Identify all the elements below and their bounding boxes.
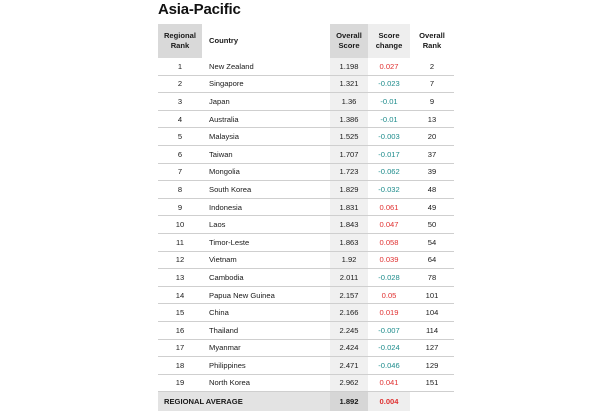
overall-rank-cell: 64 xyxy=(410,251,454,269)
overall-rank-cell: 13 xyxy=(410,110,454,128)
table-body xyxy=(158,58,454,392)
overall-score-cell: 1.829 xyxy=(330,181,368,199)
header-regional-rank-line2: Rank xyxy=(170,41,190,50)
score-change-cell: -0.046 xyxy=(368,357,410,375)
table-row xyxy=(158,321,454,339)
overall-rank-cell: 48 xyxy=(410,181,454,199)
header-regional-rank-line1: Regional xyxy=(163,31,197,40)
regional-rank-cell: 17 xyxy=(158,339,202,357)
table-row xyxy=(158,216,454,234)
score-change-cell: -0.003 xyxy=(368,128,410,146)
overall-score-cell: 2.424 xyxy=(330,339,368,357)
overall-score-cell: 2.962 xyxy=(330,374,368,392)
country-cell: Cambodia xyxy=(202,269,330,287)
regional-rank-cell: 14 xyxy=(158,286,202,304)
regional-average-change: 0.004 xyxy=(368,392,410,411)
country-cell: Taiwan xyxy=(202,145,330,163)
country-cell: Philippines xyxy=(202,357,330,375)
overall-score-cell: 1.843 xyxy=(330,216,368,234)
overall-rank-cell: 20 xyxy=(410,128,454,146)
overall-rank-cell: 104 xyxy=(410,304,454,322)
overall-rank-cell: 129 xyxy=(410,357,454,375)
country-cell: North Korea xyxy=(202,374,330,392)
score-change-cell: 0.041 xyxy=(368,374,410,392)
table-row xyxy=(158,163,454,181)
regional-rank-cell: 10 xyxy=(158,216,202,234)
score-change-cell: 0.047 xyxy=(368,216,410,234)
country-cell: Laos xyxy=(202,216,330,234)
score-change-cell: -0.01 xyxy=(368,93,410,111)
overall-rank-cell: 2 xyxy=(410,58,454,75)
overall-score-cell: 1.321 xyxy=(330,75,368,93)
table-row xyxy=(158,339,454,357)
regional-rank-cell: 15 xyxy=(158,304,202,322)
overall-score-cell: 1.386 xyxy=(330,110,368,128)
country-cell: Japan xyxy=(202,93,330,111)
overall-score-cell: 2.471 xyxy=(330,357,368,375)
overall-rank-cell: 114 xyxy=(410,321,454,339)
overall-score-cell: 2.245 xyxy=(330,321,368,339)
header-overall-score xyxy=(330,24,368,58)
score-change-cell: -0.062 xyxy=(368,163,410,181)
overall-score-cell: 1.198 xyxy=(330,58,368,75)
table-row xyxy=(158,145,454,163)
header-country: Country xyxy=(202,24,330,58)
regional-rank-cell: 5 xyxy=(158,128,202,146)
country-cell: Timor-Leste xyxy=(202,233,330,251)
regional-rank-cell: 12 xyxy=(158,251,202,269)
header-score-change xyxy=(368,24,410,58)
table-row xyxy=(158,128,454,146)
regional-average-label: REGIONAL AVERAGE xyxy=(158,392,330,411)
score-change-cell: -0.028 xyxy=(368,269,410,287)
overall-rank-cell: 151 xyxy=(410,374,454,392)
table-row xyxy=(158,251,454,269)
page-title: Asia-Pacific xyxy=(158,1,241,18)
overall-rank-cell: 54 xyxy=(410,233,454,251)
table-footer xyxy=(158,392,454,411)
overall-score-cell: 1.863 xyxy=(330,233,368,251)
table-header xyxy=(158,24,454,58)
table-row xyxy=(158,181,454,199)
table-row xyxy=(158,58,454,75)
score-change-cell: -0.024 xyxy=(368,339,410,357)
header-overall-rank-line2: Rank xyxy=(422,41,442,50)
overall-score-cell: 1.831 xyxy=(330,198,368,216)
rankings-table xyxy=(158,24,454,411)
score-change-cell: 0.027 xyxy=(368,58,410,75)
overall-score-cell: 2.166 xyxy=(330,304,368,322)
country-cell: Malaysia xyxy=(202,128,330,146)
header-overall-score-line1: Overall xyxy=(336,31,362,40)
country-cell: South Korea xyxy=(202,181,330,199)
regional-rank-cell: 6 xyxy=(158,145,202,163)
table-row xyxy=(158,75,454,93)
table-row xyxy=(158,233,454,251)
score-change-cell: -0.032 xyxy=(368,181,410,199)
score-change-cell: 0.058 xyxy=(368,233,410,251)
overall-rank-cell: 78 xyxy=(410,269,454,287)
overall-score-cell: 2.157 xyxy=(330,286,368,304)
overall-score-cell: 1.36 xyxy=(330,93,368,111)
regional-rank-cell: 18 xyxy=(158,357,202,375)
table-row xyxy=(158,93,454,111)
overall-rank-cell: 9 xyxy=(410,93,454,111)
country-cell: Australia xyxy=(202,110,330,128)
country-cell: Thailand xyxy=(202,321,330,339)
table-row xyxy=(158,357,454,375)
header-overall-rank xyxy=(410,24,454,58)
score-change-cell: 0.019 xyxy=(368,304,410,322)
overall-rank-cell: 49 xyxy=(410,198,454,216)
country-cell: New Zealand xyxy=(202,58,330,75)
overall-rank-cell: 50 xyxy=(410,216,454,234)
overall-score-cell: 1.723 xyxy=(330,163,368,181)
country-cell: China xyxy=(202,304,330,322)
regional-rank-cell: 19 xyxy=(158,374,202,392)
country-cell: Papua New Guinea xyxy=(202,286,330,304)
table-row xyxy=(158,286,454,304)
score-change-cell: -0.007 xyxy=(368,321,410,339)
regional-rank-cell: 3 xyxy=(158,93,202,111)
country-cell: Indonesia xyxy=(202,198,330,216)
table-row xyxy=(158,304,454,322)
overall-score-cell: 2.011 xyxy=(330,269,368,287)
overall-rank-cell: 39 xyxy=(410,163,454,181)
score-change-cell: 0.061 xyxy=(368,198,410,216)
regional-average-blank xyxy=(410,392,454,411)
regional-rank-cell: 8 xyxy=(158,181,202,199)
overall-rank-cell: 7 xyxy=(410,75,454,93)
regional-average-overall: 1.892 xyxy=(330,392,368,411)
score-change-cell: -0.017 xyxy=(368,145,410,163)
score-change-cell: 0.05 xyxy=(368,286,410,304)
table-row xyxy=(158,110,454,128)
table-row xyxy=(158,198,454,216)
score-change-cell: -0.01 xyxy=(368,110,410,128)
overall-score-cell: 1.707 xyxy=(330,145,368,163)
country-cell: Myanmar xyxy=(202,339,330,357)
regional-rank-cell: 1 xyxy=(158,58,202,75)
overall-rank-cell: 127 xyxy=(410,339,454,357)
regional-average-row xyxy=(158,392,454,411)
header-regional-rank xyxy=(158,24,202,58)
regional-rank-cell: 9 xyxy=(158,198,202,216)
regional-rank-cell: 16 xyxy=(158,321,202,339)
header-score-change-line1: Score xyxy=(378,31,400,40)
regional-rank-cell: 13 xyxy=(158,269,202,287)
header-overall-score-line2: Score xyxy=(338,41,360,50)
header-score-change-line2: change xyxy=(375,41,403,50)
country-cell: Vietnam xyxy=(202,251,330,269)
header-overall-rank-line1: Overall xyxy=(419,31,445,40)
overall-score-cell: 1.525 xyxy=(330,128,368,146)
overall-rank-cell: 37 xyxy=(410,145,454,163)
score-change-cell: -0.023 xyxy=(368,75,410,93)
overall-score-cell: 1.92 xyxy=(330,251,368,269)
score-change-cell: 0.039 xyxy=(368,251,410,269)
regional-rank-cell: 4 xyxy=(158,110,202,128)
regional-rank-cell: 7 xyxy=(158,163,202,181)
table-row xyxy=(158,374,454,392)
overall-rank-cell: 101 xyxy=(410,286,454,304)
regional-rank-cell: 2 xyxy=(158,75,202,93)
country-cell: Singapore xyxy=(202,75,330,93)
table-row xyxy=(158,269,454,287)
regional-rank-cell: 11 xyxy=(158,233,202,251)
country-cell: Mongolia xyxy=(202,163,330,181)
